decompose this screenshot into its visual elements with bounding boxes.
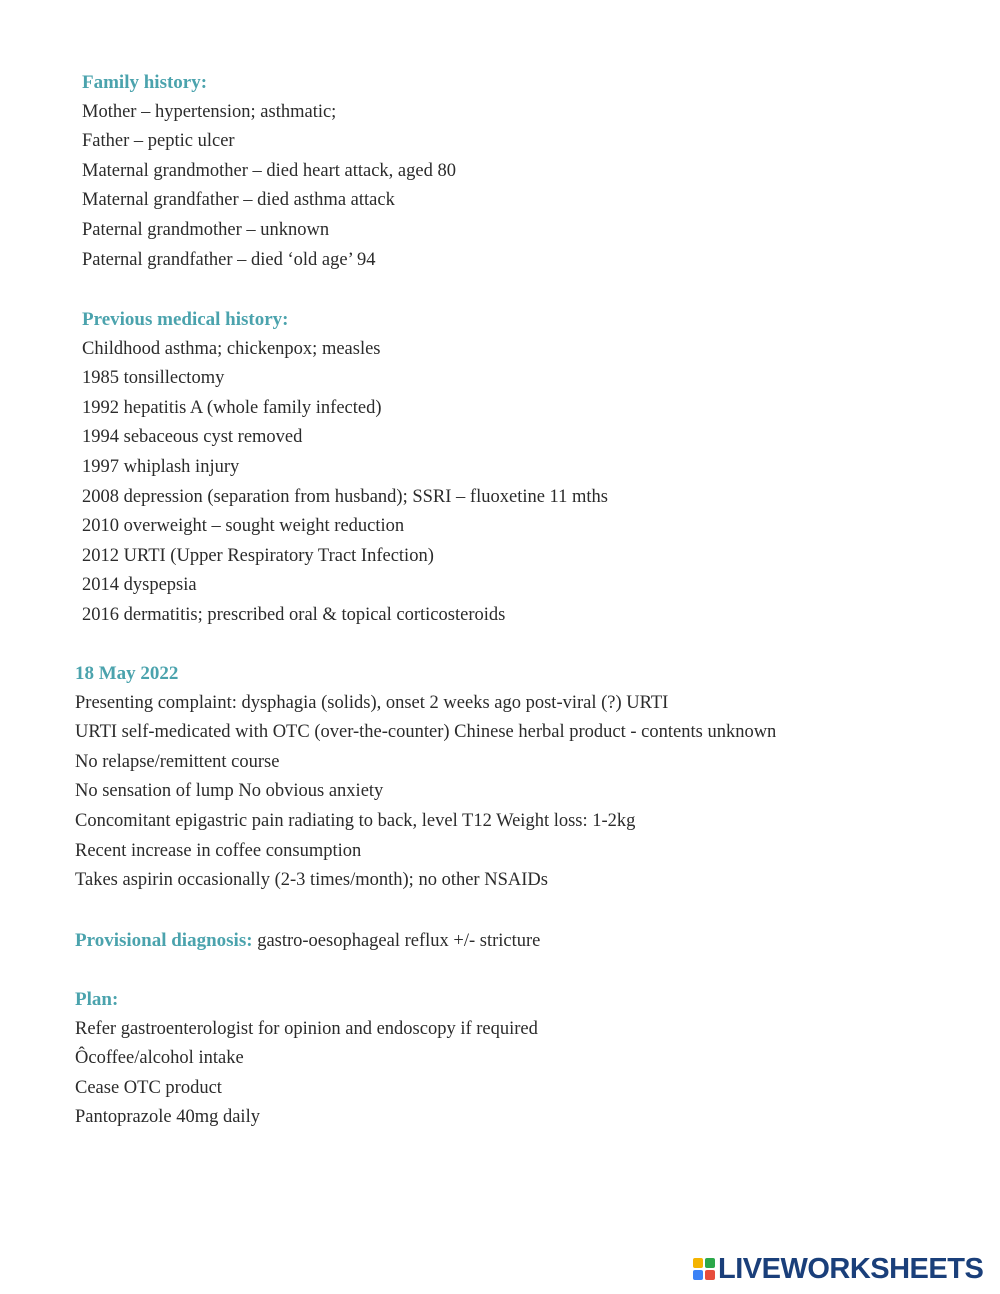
family-history-section: [82, 68, 456, 275]
visit-note-line: Concomitant epigastric pain radiating to back, level T12 Weight loss: 1-2kg: [75, 810, 636, 831]
family-history-line: Maternal grandfather – died asthma attack: [82, 190, 395, 211]
provisional-diagnosis-section: [75, 926, 540, 957]
medical-history-line: 2014 dyspepsia: [82, 575, 197, 596]
medical-history-line: 2008 depression (separation from husband); SSRI – fluoxetine 11 mths: [82, 486, 608, 507]
previous-medical-history-heading: Previous medical history:: [82, 309, 289, 330]
liveworksheets-logo-icon: [693, 1258, 715, 1280]
family-history-line: Father – peptic ulcer: [82, 131, 235, 152]
family-history-line: Maternal grandmother – died heart attack, aged 80: [82, 160, 456, 181]
plan-line: Pantoprazole 40mg daily: [75, 1107, 260, 1128]
medical-history-line: 1997 whiplash injury: [82, 456, 240, 477]
visit-section: [75, 659, 776, 896]
liveworksheets-logo[interactable]: [693, 1254, 983, 1284]
provisional-diagnosis-line: [75, 926, 540, 957]
medical-history-line: 1985 tonsillectomy: [82, 368, 225, 389]
provisional-diagnosis-text: gastro-oesophageal reflux +/- stricture: [257, 931, 541, 951]
visit-note-line: Takes aspirin occasionally (2-3 times/month); no other NSAIDs: [75, 870, 548, 891]
plan-heading: Plan:: [75, 989, 119, 1010]
plan-line: Ôcoffee/alcohol intake: [75, 1048, 244, 1069]
visit-note-line: No sensation of lump No obvious anxiety: [75, 781, 384, 802]
family-history-line: Mother – hypertension; asthmatic;: [82, 101, 337, 122]
visit-note-line: No relapse/remittent course: [75, 751, 280, 772]
medical-history-line: 2016 dermatitis; prescribed oral & topical corticosteroids: [82, 604, 506, 625]
visit-note-line: URTI self-medicated with OTC (over-the-counter) Chinese herbal product - contents unknown: [75, 722, 777, 743]
plan-line: Refer gastroenterologist for opinion and endoscopy if required: [75, 1018, 538, 1039]
medical-history-line: 2010 overweight – sought weight reduction: [82, 516, 405, 537]
medical-history-line: 2012 URTI (Upper Respiratory Tract Infection): [82, 545, 434, 566]
previous-medical-history-section: [82, 305, 608, 631]
medical-history-line: 1992 hepatitis A (whole family infected): [82, 397, 382, 418]
visit-note-line: Presenting complaint: dysphagia (solids), onset 2 weeks ago post-viral (?) URTI: [75, 692, 669, 713]
plan-line: Cease OTC product: [75, 1077, 222, 1098]
family-history-line: Paternal grandmother – unknown: [82, 219, 330, 240]
visit-note-line: Recent increase in coffee consumption: [75, 840, 362, 861]
medical-history-line: 1994 sebaceous cyst removed: [82, 427, 303, 448]
family-history-heading: Family history:: [82, 72, 208, 93]
liveworksheets-logo-text: LIVEWORKSHEETS: [718, 1253, 984, 1285]
medical-history-line: Childhood asthma; chickenpox; measles: [82, 338, 381, 359]
provisional-diagnosis-label: Provisional diagnosis:: [75, 930, 253, 951]
family-history-line: Paternal grandfather – died ‘old age’ 94: [82, 249, 376, 270]
plan-section: [75, 985, 538, 1133]
visit-date-heading: 18 May 2022: [75, 663, 179, 684]
